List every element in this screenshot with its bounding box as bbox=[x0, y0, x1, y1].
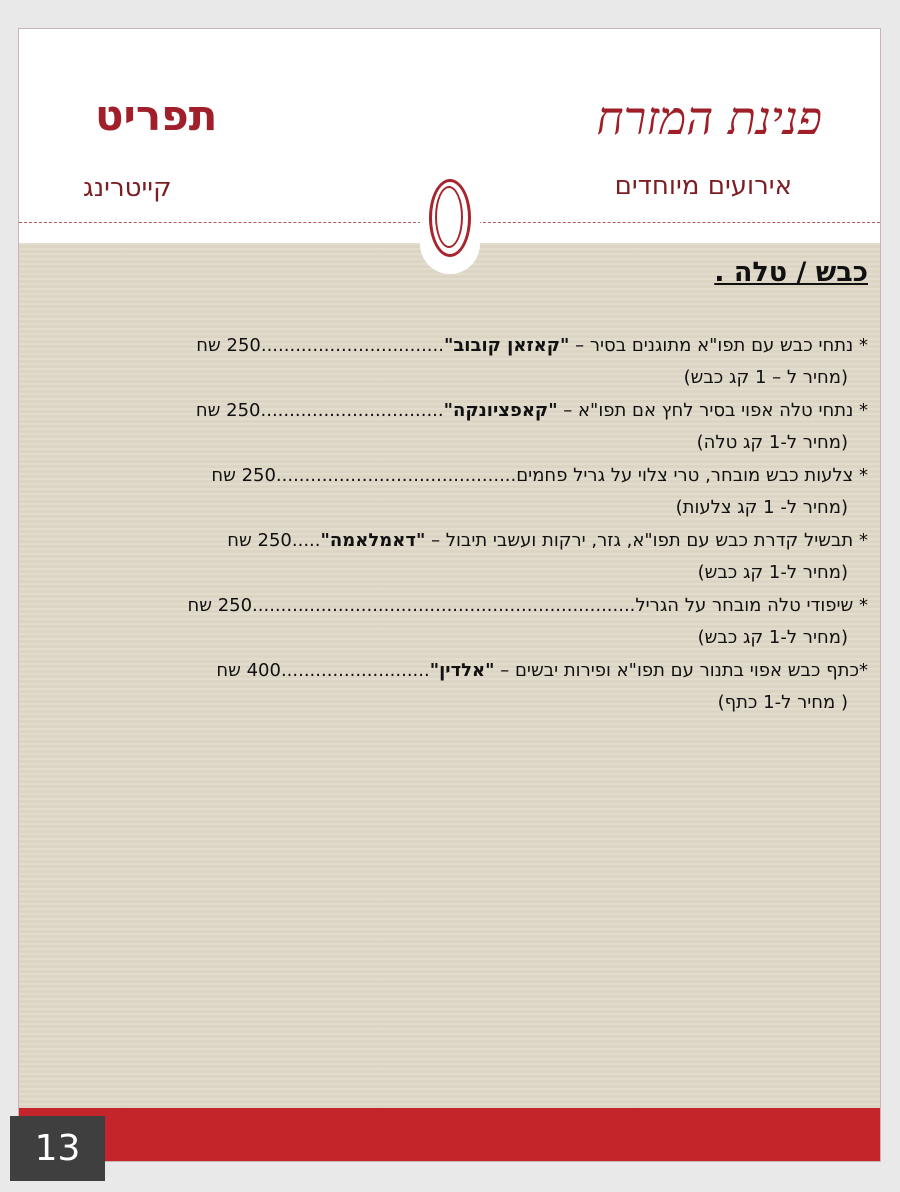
item-price: 250 שח bbox=[196, 335, 261, 356]
menu-item bbox=[28, 459, 868, 524]
menu-subtitle: קייטרינג bbox=[83, 173, 172, 203]
item-line bbox=[28, 459, 868, 493]
menu-item bbox=[28, 329, 868, 394]
item-dots: ................................ bbox=[260, 335, 444, 356]
menu-item bbox=[28, 589, 868, 654]
menu-page bbox=[18, 28, 881, 1162]
section-title: כבש / טלה . bbox=[714, 257, 868, 288]
item-price: 400 שח bbox=[216, 660, 281, 681]
menu-items-list bbox=[28, 329, 868, 719]
item-unit: (מחיר ל-1 קג טלה) bbox=[696, 432, 848, 453]
menu-item bbox=[28, 394, 868, 459]
item-unit: ( מחיר ל-1 כתף) bbox=[717, 692, 848, 713]
menu-item bbox=[28, 524, 868, 589]
item-name: "אלדין" bbox=[429, 660, 495, 681]
item-unit: (מחיר ל-1 קג כבש) bbox=[697, 562, 848, 583]
item-dots: .......................... bbox=[280, 660, 430, 681]
item-name: "דאמלאמה" bbox=[320, 530, 426, 551]
item-dots: .......................................... bbox=[275, 465, 517, 486]
emblem bbox=[420, 169, 480, 274]
item-line bbox=[28, 329, 868, 363]
item-description: * נתחי טלה אפוי בסיר לחץ אם תפו"א – bbox=[557, 400, 868, 421]
menu-item bbox=[28, 654, 868, 719]
item-unit: (מחיר ל – 1 קג כבש) bbox=[683, 367, 848, 388]
item-price: 250 שח bbox=[211, 465, 276, 486]
item-name: "קאפציונקה" bbox=[443, 400, 558, 421]
item-unit: (מחיר ל-1 קג כבש) bbox=[697, 627, 848, 648]
item-description: * שיפודי טלה מובחר על הגריל bbox=[635, 595, 868, 616]
item-description: *כתף כבש אפוי בתנור עם תפו"א ופירות יבשים – bbox=[494, 660, 868, 681]
oval-emblem-icon bbox=[429, 179, 471, 257]
item-description: * צלעות כבש מובחר, טרי צלוי על גריל פחמים bbox=[516, 465, 868, 486]
item-dots: ..... bbox=[291, 530, 321, 551]
page-number: 13 bbox=[10, 1116, 105, 1181]
item-price: 250 שח bbox=[227, 530, 292, 551]
item-name: "קאזאן קובוב" bbox=[443, 335, 570, 356]
item-dots: ................................ bbox=[260, 400, 444, 421]
item-line bbox=[28, 524, 868, 558]
item-description: * נתחי כבש עם תפו"א מתוגנים בסיר – bbox=[569, 335, 868, 356]
item-price: 250 שח bbox=[187, 595, 253, 616]
footer-bar bbox=[19, 1108, 880, 1162]
item-price: 250 שח bbox=[195, 400, 261, 421]
item-description: * תבשיל קדרת כבש עם תפו"א, גזר, ירקות ועשבי תיבול – bbox=[425, 530, 868, 551]
item-line bbox=[28, 394, 868, 428]
brand-subtitle: אירועים מיוחדים bbox=[614, 171, 792, 201]
item-line bbox=[28, 654, 868, 688]
item-line bbox=[28, 589, 868, 623]
menu-title: תפריט bbox=[95, 91, 218, 140]
item-unit: (מחיר ל- 1 קג צלעות) bbox=[675, 497, 848, 518]
item-dots: ................................................................... bbox=[252, 595, 636, 616]
brand-title: פנינת המזרח bbox=[596, 91, 822, 145]
